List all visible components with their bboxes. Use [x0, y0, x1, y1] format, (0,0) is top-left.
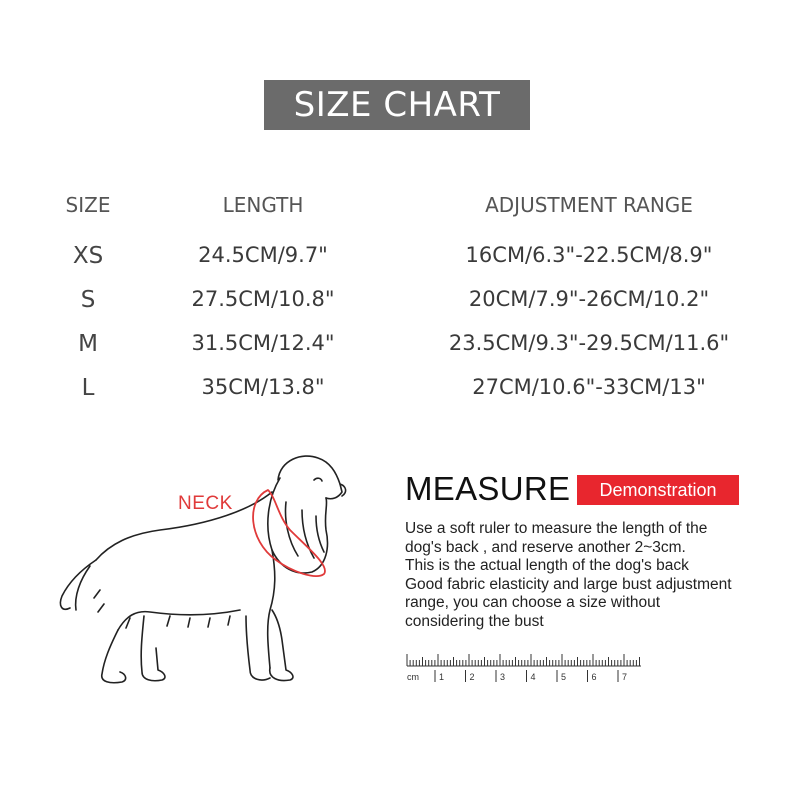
measure-description: [405, 520, 785, 631]
header-size: SIZE: [65, 193, 111, 217]
dog-tail: [60, 560, 96, 610]
neck-label: NECK: [178, 493, 233, 514]
dog-head-outline: [278, 456, 342, 499]
size-cell: XS: [72, 243, 104, 269]
dog-front-leg: [270, 610, 293, 681]
range-cell: 27CM/10.6"-33CM/13": [472, 375, 706, 399]
description-line: Use a soft ruler to measure the length of the: [405, 520, 708, 537]
dog-belly: [118, 610, 240, 630]
dog-hind-leg-2: [141, 616, 165, 681]
size-chart-title: SIZE CHART: [264, 80, 530, 130]
description-line: dog's back , and reserve another 2~3cm.: [405, 538, 686, 556]
description-line: range, you can choose a size without: [405, 594, 661, 611]
ruler-number: 1: [439, 672, 445, 682]
header-length: LENGTH: [222, 193, 304, 217]
dog-illustration: [40, 440, 370, 690]
range-cell: 23.5CM/9.3"-29.5CM/11.6": [448, 331, 730, 355]
length-cell: 31.5CM/12.4": [191, 331, 335, 355]
range-cell: 16CM/6.3"-22.5CM/8.9": [465, 243, 713, 267]
range-cell: 20CM/7.9"-26CM/10.2": [468, 287, 710, 311]
length-cell: 35CM/13.8": [201, 375, 325, 399]
length-cell: 27.5CM/10.8": [191, 287, 335, 311]
dog-fur-strokes: [94, 590, 230, 628]
dog-chest: [268, 550, 275, 668]
ruler-number: 3: [500, 672, 506, 682]
dog-eye: [314, 478, 322, 481]
demonstration-badge: Demonstration: [577, 475, 739, 505]
dog-hind-leg: [102, 630, 126, 683]
size-cell: S: [80, 287, 96, 313]
size-cell: L: [81, 375, 95, 401]
description-line: considering the bust: [405, 612, 544, 630]
length-cell: 24.5CM/9.7": [198, 243, 328, 267]
measure-title: MEASURE: [405, 470, 571, 507]
size-cell: M: [78, 331, 98, 357]
dog-front-leg-2: [246, 616, 270, 680]
ruler-unit: cm: [407, 672, 419, 682]
ruler-number: 2: [469, 672, 475, 682]
ruler-icon: [405, 648, 645, 688]
header-adjustment-range: ADJUSTMENT RANGE: [485, 193, 693, 217]
ruler-number: 5: [561, 672, 567, 682]
description-line: Good fabric elasticity and large bust adjustment: [405, 575, 732, 593]
description-line: This is the actual length of the dog's back: [405, 557, 689, 574]
ruler-number: 4: [530, 672, 536, 682]
ruler-number: 6: [591, 672, 597, 682]
ruler-number: 7: [622, 672, 628, 682]
